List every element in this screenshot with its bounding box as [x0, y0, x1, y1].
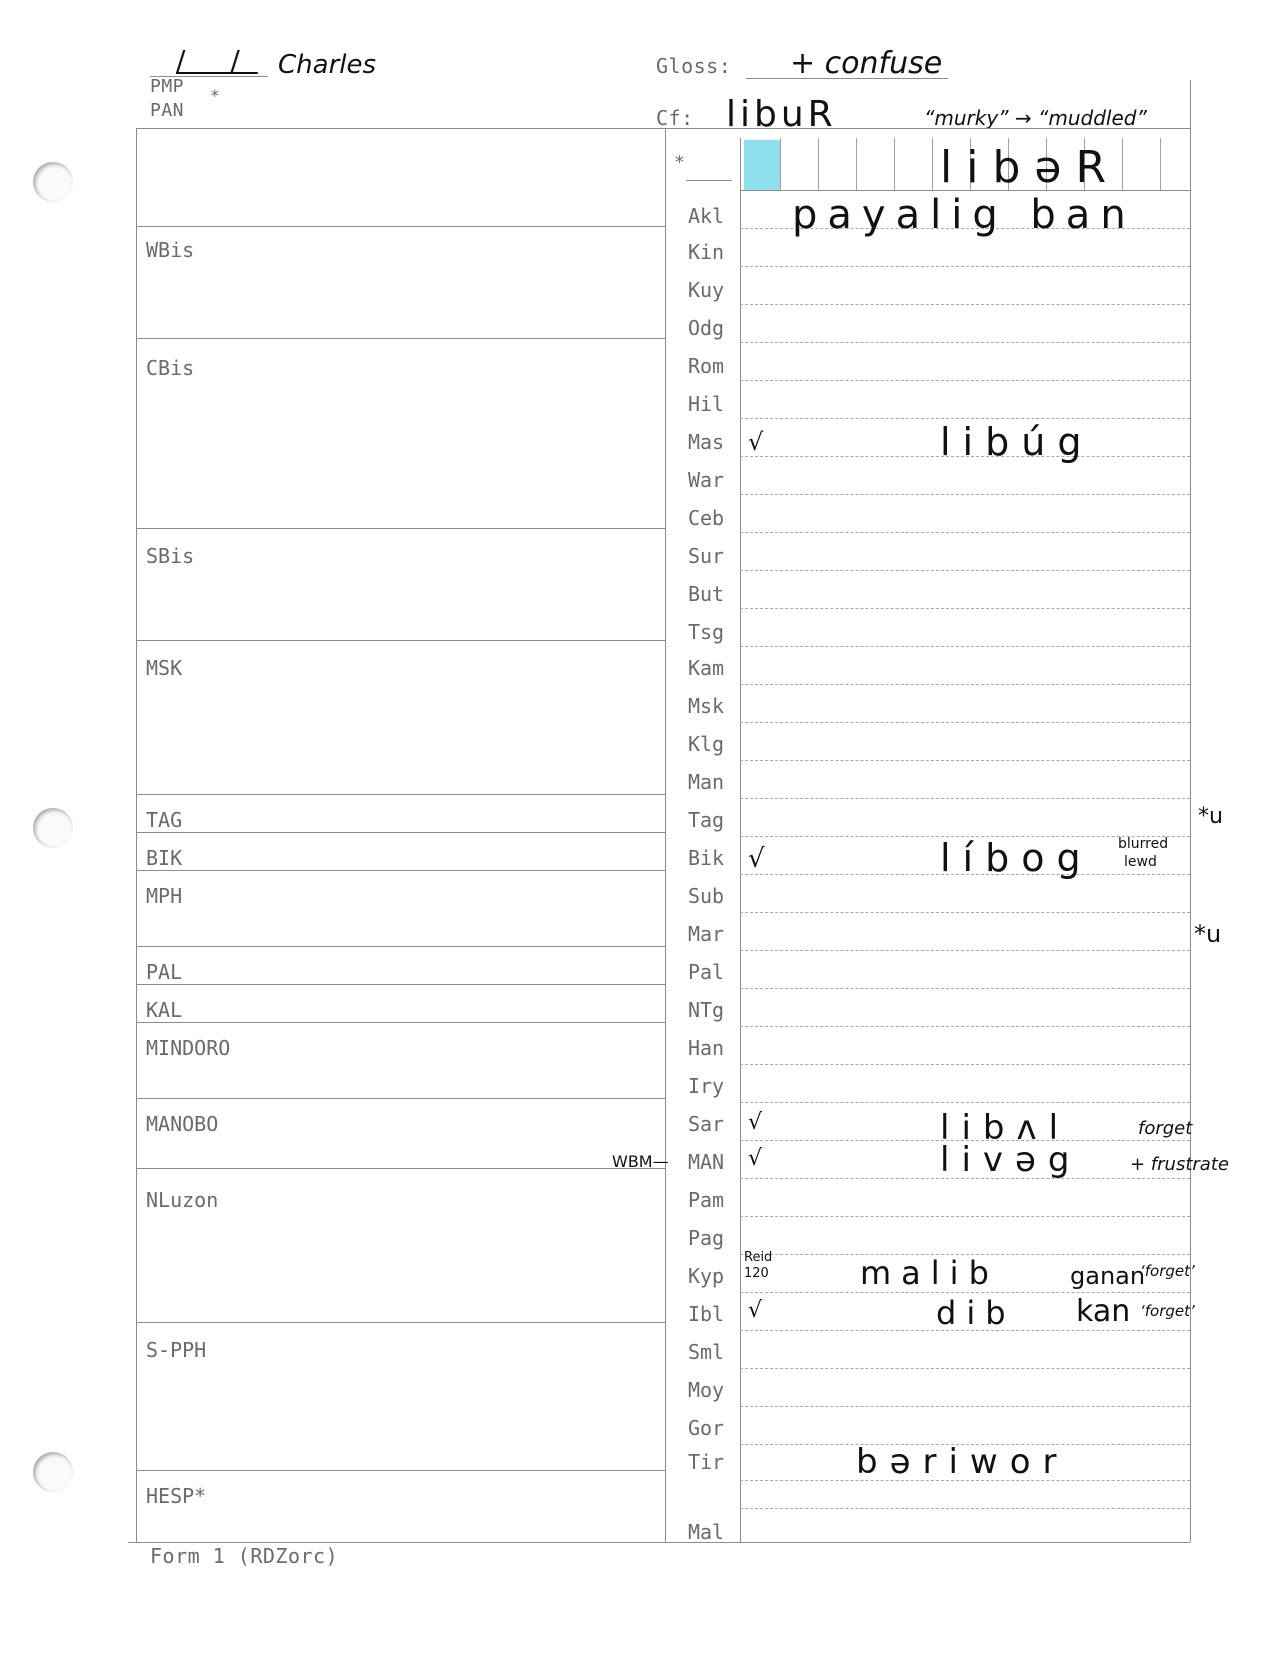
pan-label: PAN: [150, 100, 185, 121]
group-label-msk: MSK: [146, 656, 183, 680]
group-rule-13: [136, 1322, 665, 1323]
lang-label: Tsg: [687, 620, 725, 644]
entry-ibl-form: dib: [936, 1294, 1016, 1332]
lang-label: Sur: [687, 544, 725, 568]
group-rule-9: [136, 984, 665, 985]
entry-line: [740, 570, 1190, 571]
entry-line: [740, 1406, 1190, 1407]
mar-margin-note: *u: [1194, 920, 1222, 948]
group-label-tag: TAG: [146, 808, 183, 832]
entry-line: [740, 1216, 1190, 1217]
lang-label: Kin: [687, 240, 725, 264]
entry-man-gloss: + frustrate: [1130, 1154, 1229, 1175]
entry-sar-gloss: forget: [1138, 1118, 1193, 1139]
proto-star: *: [674, 152, 686, 173]
group-label-sbis: SBis: [146, 544, 195, 568]
entry-line: [740, 760, 1190, 761]
lang-label: Rom: [687, 354, 725, 378]
frame-bottom: [128, 1542, 1190, 1543]
group-label-nluzon: NLuzon: [146, 1188, 219, 1212]
group-rule-1: [136, 226, 665, 227]
entry-sar-check: √: [748, 1110, 763, 1135]
cell-line: [856, 138, 857, 190]
entry-line: [740, 1508, 1190, 1509]
cell-line: [932, 138, 933, 190]
lang-label: But: [687, 582, 725, 606]
entry-ibl-extra: kan: [1076, 1294, 1131, 1329]
group-rule-8: [136, 946, 665, 947]
entry-akl-form: payalig ban: [792, 192, 1136, 238]
lang-label: Msk: [687, 694, 725, 718]
entry-kyp-ref-2: 120: [744, 1266, 769, 1281]
group-rule-11: [136, 1098, 665, 1099]
entry-ibl-gloss: ‘forget’: [1140, 1302, 1195, 1320]
entry-mas-form: libúg: [940, 420, 1094, 464]
entry-line: [740, 1292, 1190, 1293]
lang-label: Ibl: [687, 1302, 725, 1326]
cell-line: [780, 138, 781, 190]
entry-kyp-ref-1: Reid: [744, 1250, 773, 1265]
lang-label: NTg: [687, 998, 725, 1022]
entry-line: [740, 950, 1190, 951]
gloss-label: Gloss:: [656, 54, 732, 78]
lang-label: Pam: [687, 1188, 725, 1212]
lang-label: Mar: [687, 922, 725, 946]
entry-line: [740, 342, 1190, 343]
entry-man-form: livəg: [940, 1140, 1082, 1180]
lang-label: Ceb: [687, 506, 725, 530]
date-field: / /: [176, 44, 258, 77]
entry-line: [740, 494, 1190, 495]
entry-line: [740, 1368, 1190, 1369]
entry-line: [740, 304, 1190, 305]
entry-line: [740, 722, 1190, 723]
proto-underline: [686, 180, 732, 181]
group-label-mindoro: MINDORO: [146, 1036, 231, 1060]
entry-line: [740, 1064, 1190, 1065]
group-rule-4: [136, 640, 665, 641]
group-label-pal: PAL: [146, 960, 183, 984]
group-rule-14: [136, 1470, 665, 1471]
group-label-manobo: MANOBO: [146, 1112, 219, 1136]
lang-label: Sar: [687, 1112, 725, 1136]
entry-bik-note-1: blurred: [1118, 836, 1169, 852]
group-rule-12: [136, 1168, 665, 1169]
lang-label: Tag: [687, 808, 725, 832]
lang-label: Mas: [687, 430, 725, 454]
group-label-hesp: HESP*: [146, 1484, 207, 1508]
column-divider-right: [740, 138, 741, 1542]
pmp-label: PMP: [150, 76, 185, 97]
lang-label: Man: [687, 770, 725, 794]
entry-line: [740, 608, 1190, 609]
group-label-spph: S-PPH: [146, 1338, 207, 1362]
entry-line: [740, 266, 1190, 267]
pmp-star: *: [210, 86, 221, 105]
lang-label: Han: [687, 1036, 725, 1060]
entry-sar-form: libʌl: [940, 1108, 1071, 1148]
punch-hole-bottom: [33, 1452, 73, 1492]
entry-line: [740, 646, 1190, 647]
lang-label: War: [687, 468, 725, 492]
group-rule-5: [136, 794, 665, 795]
frame-top: [136, 128, 1190, 129]
cf-note: “murky” → “muddled”: [924, 106, 1147, 130]
entry-kyp-form: malib: [860, 1254, 999, 1292]
entry-line: [740, 1026, 1190, 1027]
entry-mas-check: √: [748, 428, 764, 456]
entry-kyp-gloss: ‘forget’: [1140, 1262, 1195, 1280]
highlight-cell: [744, 140, 780, 190]
cell-line: [894, 138, 895, 190]
frame-left: [136, 128, 137, 1542]
lang-label: Kyp: [687, 1264, 725, 1288]
group-rule-10: [136, 1022, 665, 1023]
entry-line: [740, 532, 1190, 533]
group-label-mph: MPH: [146, 884, 183, 908]
lang-label: Akl: [687, 204, 725, 228]
entry-line: [740, 798, 1190, 799]
punch-hole-top: [33, 162, 73, 202]
entry-bik-form: líbog: [940, 836, 1093, 880]
gloss-value: + confuse: [790, 46, 943, 81]
lang-label: Gor: [687, 1416, 725, 1440]
lang-label: Odg: [687, 316, 725, 340]
entry-man-check: √: [748, 1146, 763, 1171]
entry-line: [740, 684, 1190, 685]
lang-label: Mal: [687, 1520, 725, 1544]
entry-line: [740, 988, 1190, 989]
entry-tir-form: bəriwor: [856, 1442, 1069, 1482]
group-label-bik: BIK: [146, 846, 183, 870]
group-label-kal: KAL: [146, 998, 183, 1022]
lang-label: Kam: [687, 656, 725, 680]
lang-label: Hil: [687, 392, 725, 416]
group-rule-3: [136, 528, 665, 529]
entry-kyp-extra: ganan: [1070, 1262, 1146, 1290]
group-rule-6: [136, 832, 665, 833]
proto-form: libəR: [940, 142, 1121, 193]
cf-label: Cf:: [656, 106, 694, 130]
group-label-cbis: CBis: [146, 356, 195, 380]
group-rule-2: [136, 338, 665, 339]
entry-line: [740, 1102, 1190, 1103]
form-label: Form 1 (RDZorc): [150, 1544, 339, 1568]
group-label-wbis: WBis: [146, 238, 195, 262]
entry-bik-note-2: lewd: [1124, 854, 1157, 870]
column-divider-left: [665, 128, 666, 1542]
lang-label: Kuy: [687, 278, 725, 302]
lang-label: Bik: [687, 846, 725, 870]
lang-label: Tir: [687, 1450, 725, 1474]
cell-line: [1122, 138, 1123, 190]
lang-label: Pal: [687, 960, 725, 984]
tag-margin-note: *u: [1198, 804, 1223, 829]
lang-label: Klg: [687, 732, 725, 756]
entry-line: [740, 418, 1190, 419]
lang-label: Sub: [687, 884, 725, 908]
entry-bik-check: √: [748, 844, 765, 874]
cf-value: libuR: [726, 94, 837, 135]
lang-label: Iry: [687, 1074, 725, 1098]
lang-label: MAN: [687, 1150, 725, 1174]
cell-line: [1160, 138, 1161, 190]
entry-ibl-check: √: [748, 1298, 763, 1323]
wbm-label: WBM—: [612, 1152, 669, 1171]
frame-right: [1190, 80, 1191, 1542]
lang-label: Pag: [687, 1226, 725, 1250]
entry-line: [740, 380, 1190, 381]
entry-line: [740, 912, 1190, 913]
cell-line: [818, 138, 819, 190]
group-rule-7: [136, 870, 665, 871]
lang-label: Sml: [687, 1340, 725, 1364]
author-name: Charles: [278, 50, 377, 80]
lang-label: Moy: [687, 1378, 725, 1402]
punch-hole-middle: [33, 808, 73, 848]
